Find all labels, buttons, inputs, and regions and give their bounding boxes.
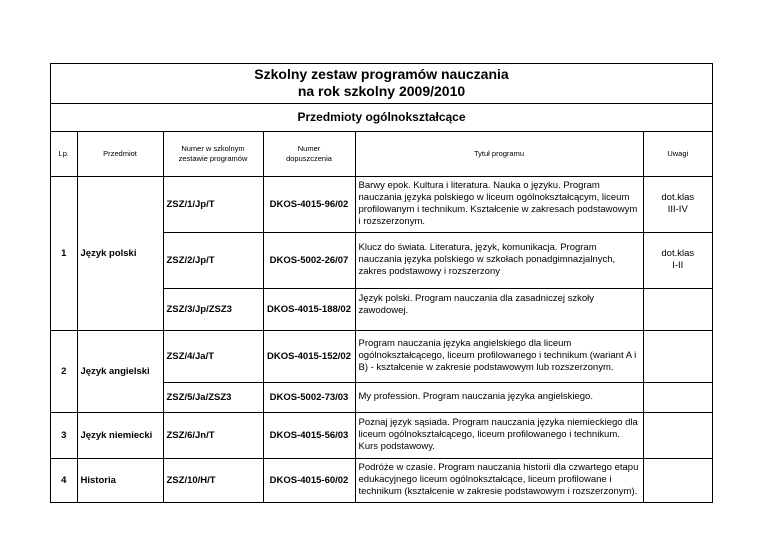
title-line-1: Szkolny zestaw programów nauczania xyxy=(254,66,509,82)
notes-cell xyxy=(643,412,712,458)
note-line1: dot.klas xyxy=(661,192,695,203)
lp-cell: 2 xyxy=(51,330,77,412)
header-lp: Lp. xyxy=(51,132,77,176)
subject-cell: Język niemiecki xyxy=(77,412,163,458)
program-title-cell: Barwy epok. Kultura i literatura. Nauka o języku. Program nauczania języka polskiego w liceum ogólnokształcącym, liceum profilowanym i technikum. Kształcenie w zakresach podstawowym i rozszerzonym. xyxy=(355,176,643,232)
header-title: Tytuł programu xyxy=(355,132,643,176)
admission-cell: DKOS-4015-56/03 xyxy=(263,412,355,458)
program-title-cell: Język polski. Program nauczania dla zasadniczej szkoły zawodowej. xyxy=(355,288,643,330)
lp-cell: 3 xyxy=(51,412,77,458)
admission-cell: DKOS-4015-188/02 xyxy=(263,288,355,330)
table-row xyxy=(51,412,712,458)
notes-cell xyxy=(643,330,712,382)
section-title: Przedmioty ogólnokształcące xyxy=(51,104,712,132)
program-title-cell: Klucz do świata. Literatura, język, komunikacja. Program nauczania języka polskiego w szkołach ponadgimnazjalnych, zakres podstawowy i rozszerzony xyxy=(355,232,643,288)
notes-cell xyxy=(643,458,712,502)
set-number-cell: ZSZ/2/Jp/T xyxy=(163,232,263,288)
admission-cell: DKOS-4015-60/02 xyxy=(263,458,355,502)
admission-cell: DKOS-4015-96/02 xyxy=(263,176,355,232)
set-number-cell: ZSZ/3/Jp/ZSZ3 xyxy=(163,288,263,330)
program-title-cell: Program nauczania języka angielskiego dla liceum ogólnokształcącego, liceum profilowanego i technikum (wariant A i B) - kształcenie w zakresie podstawowym lub rozszerzonym. xyxy=(355,330,643,382)
programs-table xyxy=(51,132,712,502)
set-number-cell: ZSZ/4/Ja/T xyxy=(163,330,263,382)
set-number-cell: ZSZ/1/Jp/T xyxy=(163,176,263,232)
set-number-cell: ZSZ/10/H/T xyxy=(163,458,263,502)
admission-cell: DKOS-4015-152/02 xyxy=(263,330,355,382)
set-number-cell: ZSZ/5/Ja/ZSZ3 xyxy=(163,382,263,412)
notes-cell xyxy=(643,176,712,232)
program-sheet xyxy=(50,63,713,503)
table-row xyxy=(51,176,712,232)
subject-cell: Język angielski xyxy=(77,330,163,412)
header-notes: Uwagi xyxy=(643,132,712,176)
notes-cell xyxy=(643,232,712,288)
notes-cell xyxy=(643,382,712,412)
header-admission-line2: dopuszczenia xyxy=(286,153,332,163)
admission-cell: DKOS-5002-26/07 xyxy=(263,232,355,288)
lp-cell: 1 xyxy=(51,176,77,330)
notes-cell xyxy=(643,288,712,330)
title-line-2: na rok szkolny 2009/2010 xyxy=(297,83,466,99)
program-title-cell: My profession. Program nauczania języka angielskiego. xyxy=(355,382,643,412)
lp-cell: 4 xyxy=(51,458,77,502)
subject-cell: Historia xyxy=(77,458,163,502)
table-row xyxy=(51,458,712,502)
note-line1: dot.klas xyxy=(661,248,695,259)
set-number-cell: ZSZ/6/Jn/T xyxy=(163,412,263,458)
header-set-number-line1: Numer w szkolnym xyxy=(181,143,245,153)
program-title-cell: Podróże w czasie. Program nauczania historii dla czwartego etapu edukacyjnego liceum ogólnokształcące, liceum profilowane i technikum (kształcenie w zakresie podstawowym i rozszerzonym). xyxy=(355,458,643,502)
program-title-cell: Poznaj język sąsiada. Program nauczania języka niemieckiego dla liceum ogólnokształcącego, liceum profilowanego i technikum. Kurs podstawowy. xyxy=(355,412,643,458)
header-set-number-line2: zestawie programów xyxy=(178,153,248,163)
subject-cell: Język polski xyxy=(77,176,163,330)
header-subject: Przedmiot xyxy=(77,132,163,176)
table-row xyxy=(51,330,712,382)
note-line2: III-IV xyxy=(667,204,688,215)
document-title xyxy=(51,64,712,104)
header-set-number xyxy=(163,132,263,176)
header-admission-line1: Numer xyxy=(297,143,321,153)
header-row xyxy=(51,132,712,176)
header-admission xyxy=(263,132,355,176)
admission-cell: DKOS-5002-73/03 xyxy=(263,382,355,412)
note-line2: I-II xyxy=(672,260,684,271)
